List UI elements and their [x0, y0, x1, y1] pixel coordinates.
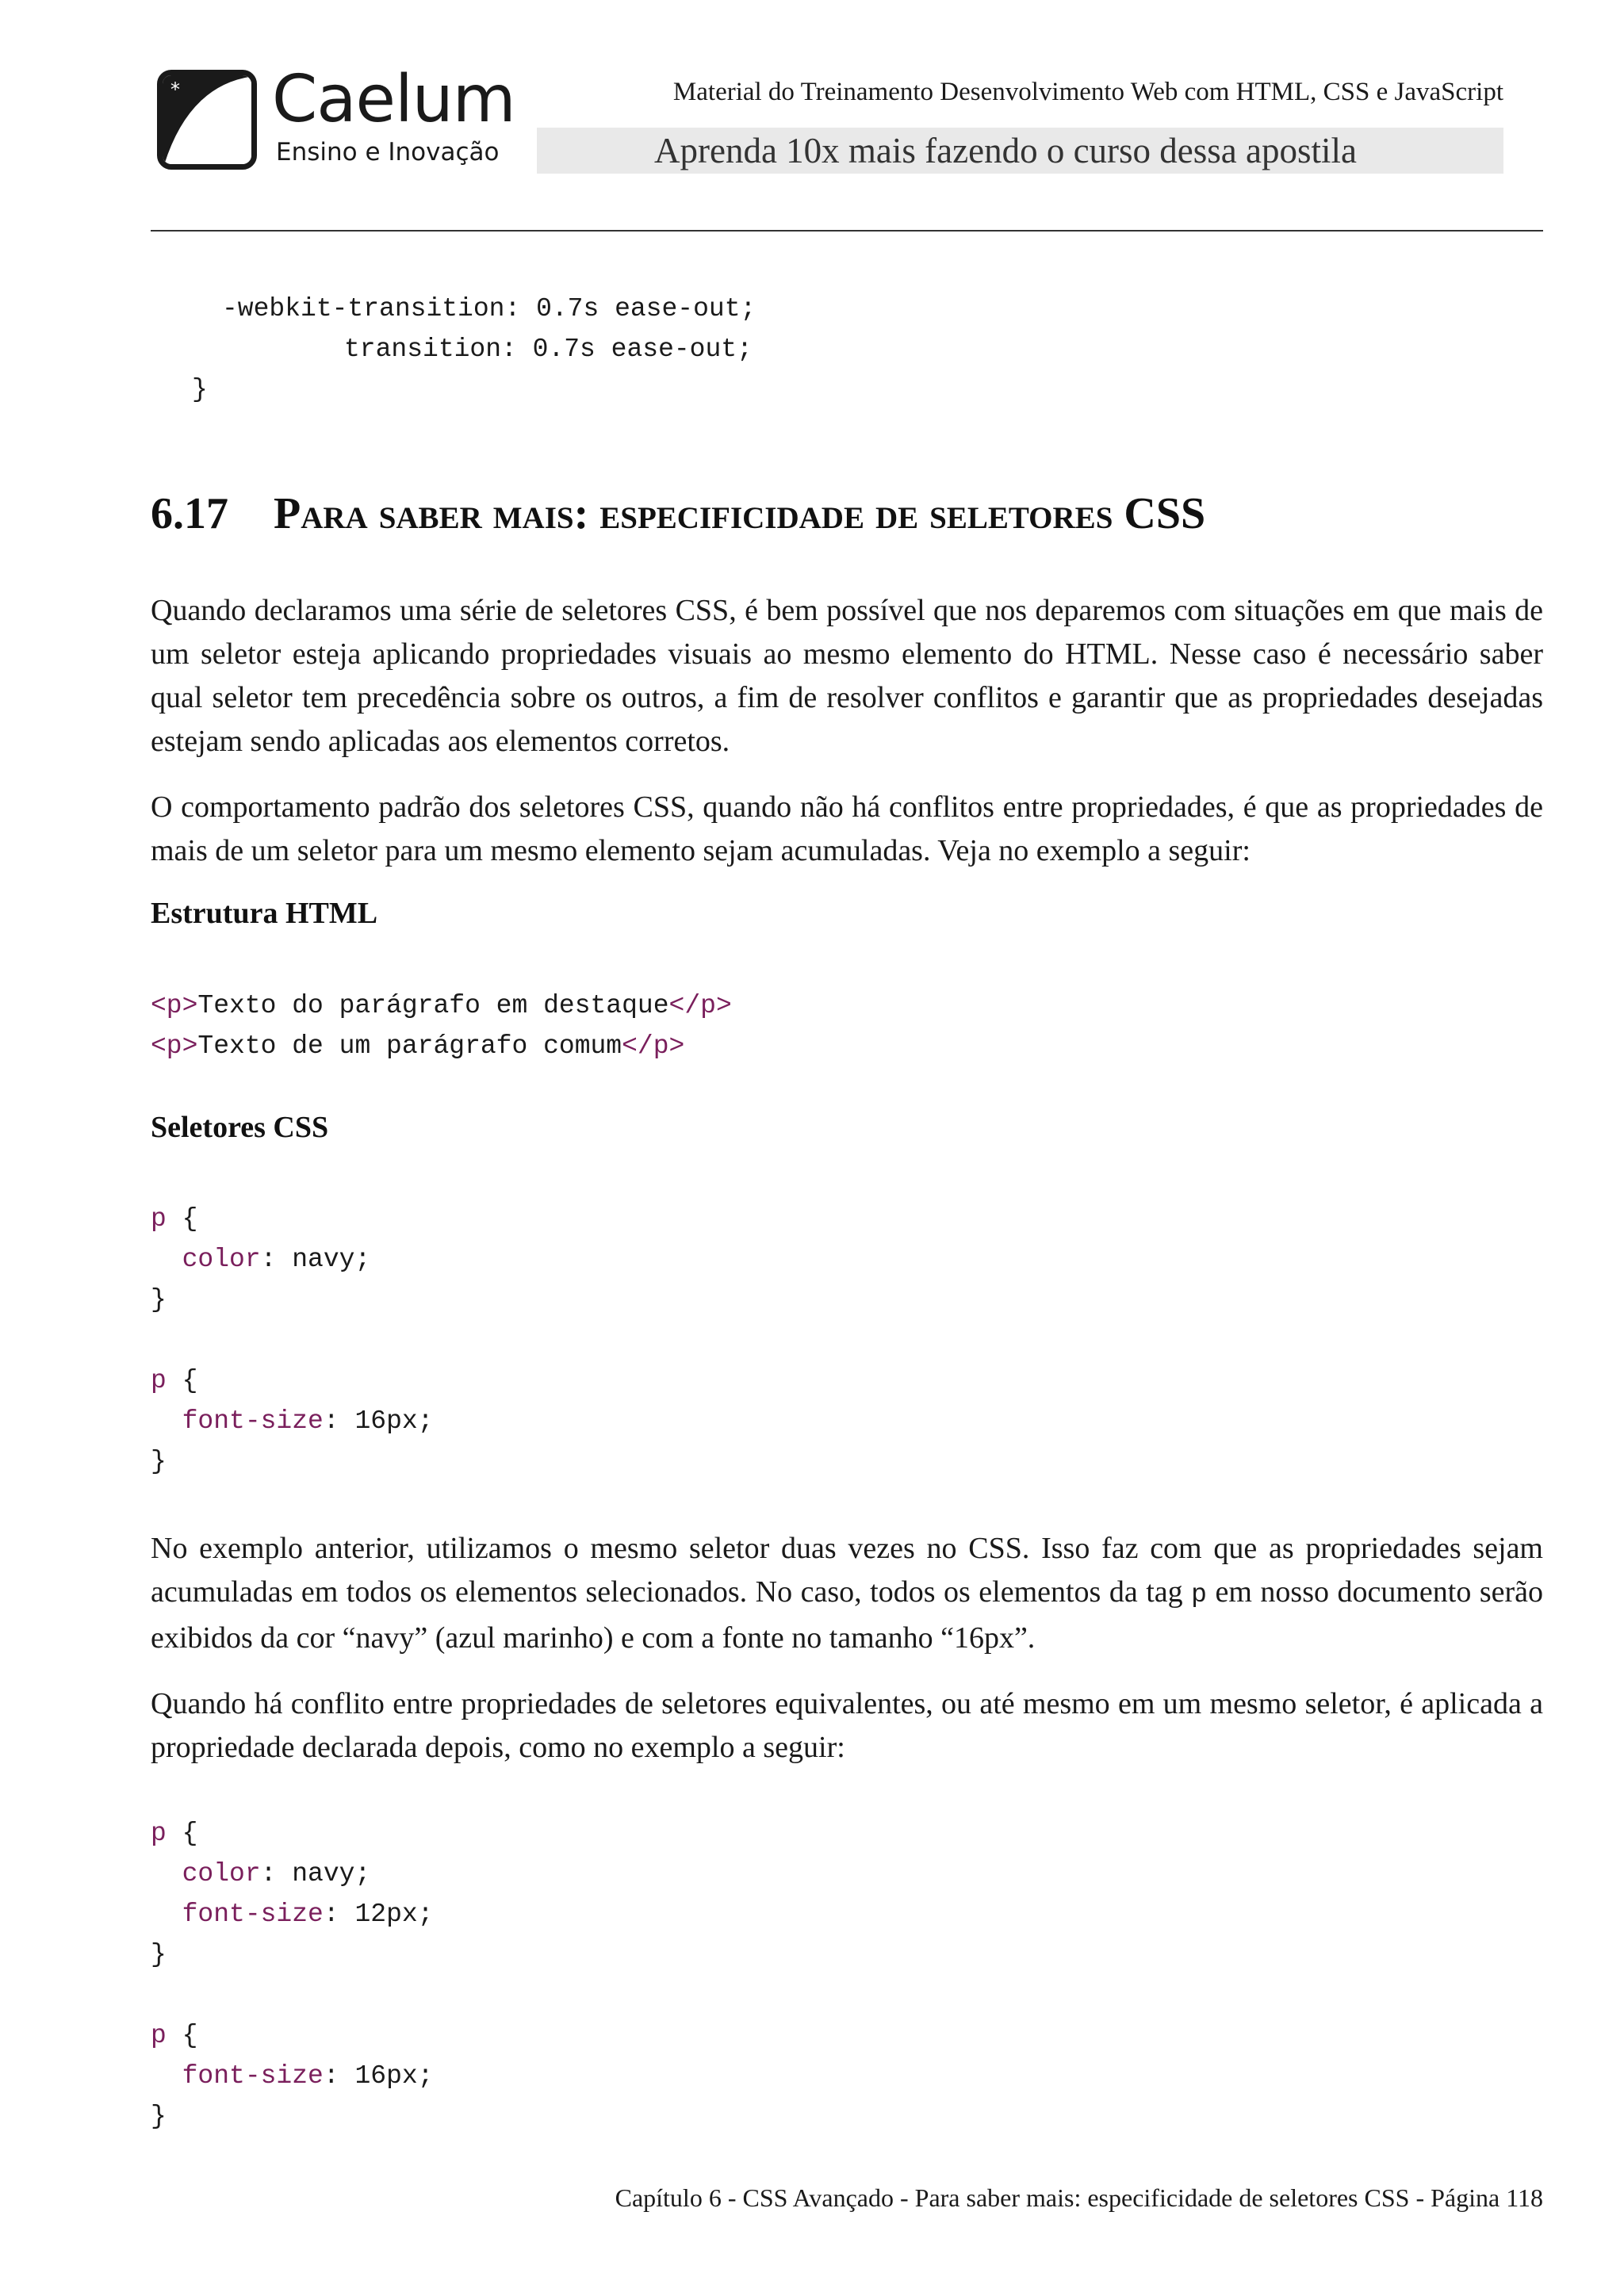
- css-code-line: }: [151, 1285, 167, 1314]
- css-property: color: [182, 1245, 261, 1274]
- tag-close: </p>: [668, 991, 732, 1020]
- code-line: transition: 0.7s ease-out;: [344, 335, 753, 364]
- tag-open: <p>: [151, 991, 198, 1020]
- html-structure-label: Estrutura HTML: [151, 897, 378, 930]
- logo-name: Caelum: [272, 62, 515, 137]
- code-line: -webkit-transition: 0.7s ease-out;: [222, 294, 756, 323]
- css-selectors-label: Seletores CSS: [151, 1111, 329, 1144]
- paragraph: O comportamento padrão dos seletores CSS, quando não há conflitos entre propriedades, é que as propriedades de mais de um seletor para um mesmo elemento sejam acumuladas. Veja no exemplo a seguir:: [151, 790, 1543, 867]
- paragraph: [151, 1527, 1543, 1660]
- css-code-line: [151, 1199, 197, 1239]
- css-value: navy;: [276, 1859, 371, 1888]
- header-title: Material do Treinamento Desenvolvimento Web com HTML, CSS e JavaScript: [672, 78, 1503, 106]
- css-property: font-size: [182, 1900, 324, 1929]
- tag-text: Texto do parágrafo em destaque: [197, 991, 669, 1020]
- paragraph: Quando declaramos uma série de seletores CSS, é bem possível que nos deparemos com situações em que mais de um seletor esteja aplicando propriedades visuais ao mesmo elemento do HTML. Nesse caso é necessário saber qual seletor tem precedência sobre os outros, a fim de resolver conflitos e garantir que as propriedades desejadas estejam sendo aplicadas aos elementos corretos.: [151, 594, 1543, 758]
- header-banner: [537, 128, 1503, 174]
- css-brace: {: [182, 1204, 198, 1234]
- css-brace: {: [182, 1819, 198, 1848]
- css-brace: {: [182, 1366, 198, 1395]
- inline-code: p: [1191, 1580, 1207, 1609]
- html-code-line: [151, 985, 732, 1026]
- css-property: font-size: [182, 2061, 324, 2091]
- css-code-line: font-size: 12px;: [182, 1900, 434, 1929]
- html-code-line: [151, 1026, 684, 1066]
- css-code-line: font-size: 16px;: [182, 2061, 434, 2091]
- logo-tagline: Ensino e Inovação: [276, 138, 500, 166]
- page-footer: Capítulo 6 - CSS Avançado - Para saber mais: especificidade de seletores CSS - Página 118: [615, 2183, 1543, 2212]
- css-property: font-size: [182, 1406, 324, 1436]
- css-code-line: color: navy;: [182, 1859, 371, 1888]
- css-code-line: [151, 1813, 197, 1854]
- css-property: color: [182, 1859, 261, 1888]
- header-divider: [151, 230, 1543, 232]
- css-code-line: }: [151, 1940, 167, 1969]
- css-code-line: color: navy;: [182, 1245, 371, 1274]
- css-code-line: font-size: 16px;: [182, 1406, 434, 1436]
- css-selector: p: [151, 1204, 167, 1234]
- css-code-line: [151, 1360, 197, 1401]
- tag-open: <p>: [151, 1031, 198, 1061]
- svg-text:*: *: [170, 78, 180, 101]
- header-banner-text: Aprenda 10x mais fazendo o curso dessa apostila: [654, 131, 1357, 170]
- css-value: navy;: [276, 1245, 371, 1274]
- paragraph-text: em nosso documento serão exibidos da cor “navy” (azul marinho) e com a fonte no tamanho “16px”.: [151, 1575, 1544, 1655]
- logo-mark-icon: [157, 70, 257, 170]
- css-selector: p: [151, 1366, 167, 1395]
- code-line: }: [192, 375, 208, 404]
- tag-close: </p>: [622, 1031, 685, 1061]
- css-selector: p: [151, 2021, 167, 2050]
- css-brace: {: [182, 2021, 198, 2050]
- css-code-line: }: [151, 2102, 167, 2131]
- paragraph-text: No exemplo anterior, utilizamos o mesmo seletor duas vezes no CSS. Isso faz com que as propriedades sejam acumuladas em todos os elementos selecionados. No caso, todos os elementos da tag: [151, 1532, 1543, 1609]
- css-code-line: [151, 2015, 197, 2056]
- tag-text: Texto de um parágrafo comum: [197, 1031, 622, 1061]
- css-selector: p: [151, 1819, 167, 1848]
- section-title: Para saber mais: especificidade de seletores CSS: [274, 489, 1206, 538]
- css-value: 16px;: [339, 1406, 434, 1436]
- section-number: 6.17: [151, 489, 228, 538]
- caelum-logo: [157, 62, 515, 174]
- section-heading: [151, 488, 1205, 539]
- css-value: 16px;: [339, 2061, 434, 2091]
- css-code-line: }: [151, 1447, 167, 1476]
- css-value: 12px;: [339, 1900, 434, 1929]
- paragraph: Quando há conflito entre propriedades de seletores equivalentes, ou até mesmo em um mesmo seletor, é aplicada a propriedade declarada depois, como no exemplo a seguir:: [151, 1687, 1543, 1764]
